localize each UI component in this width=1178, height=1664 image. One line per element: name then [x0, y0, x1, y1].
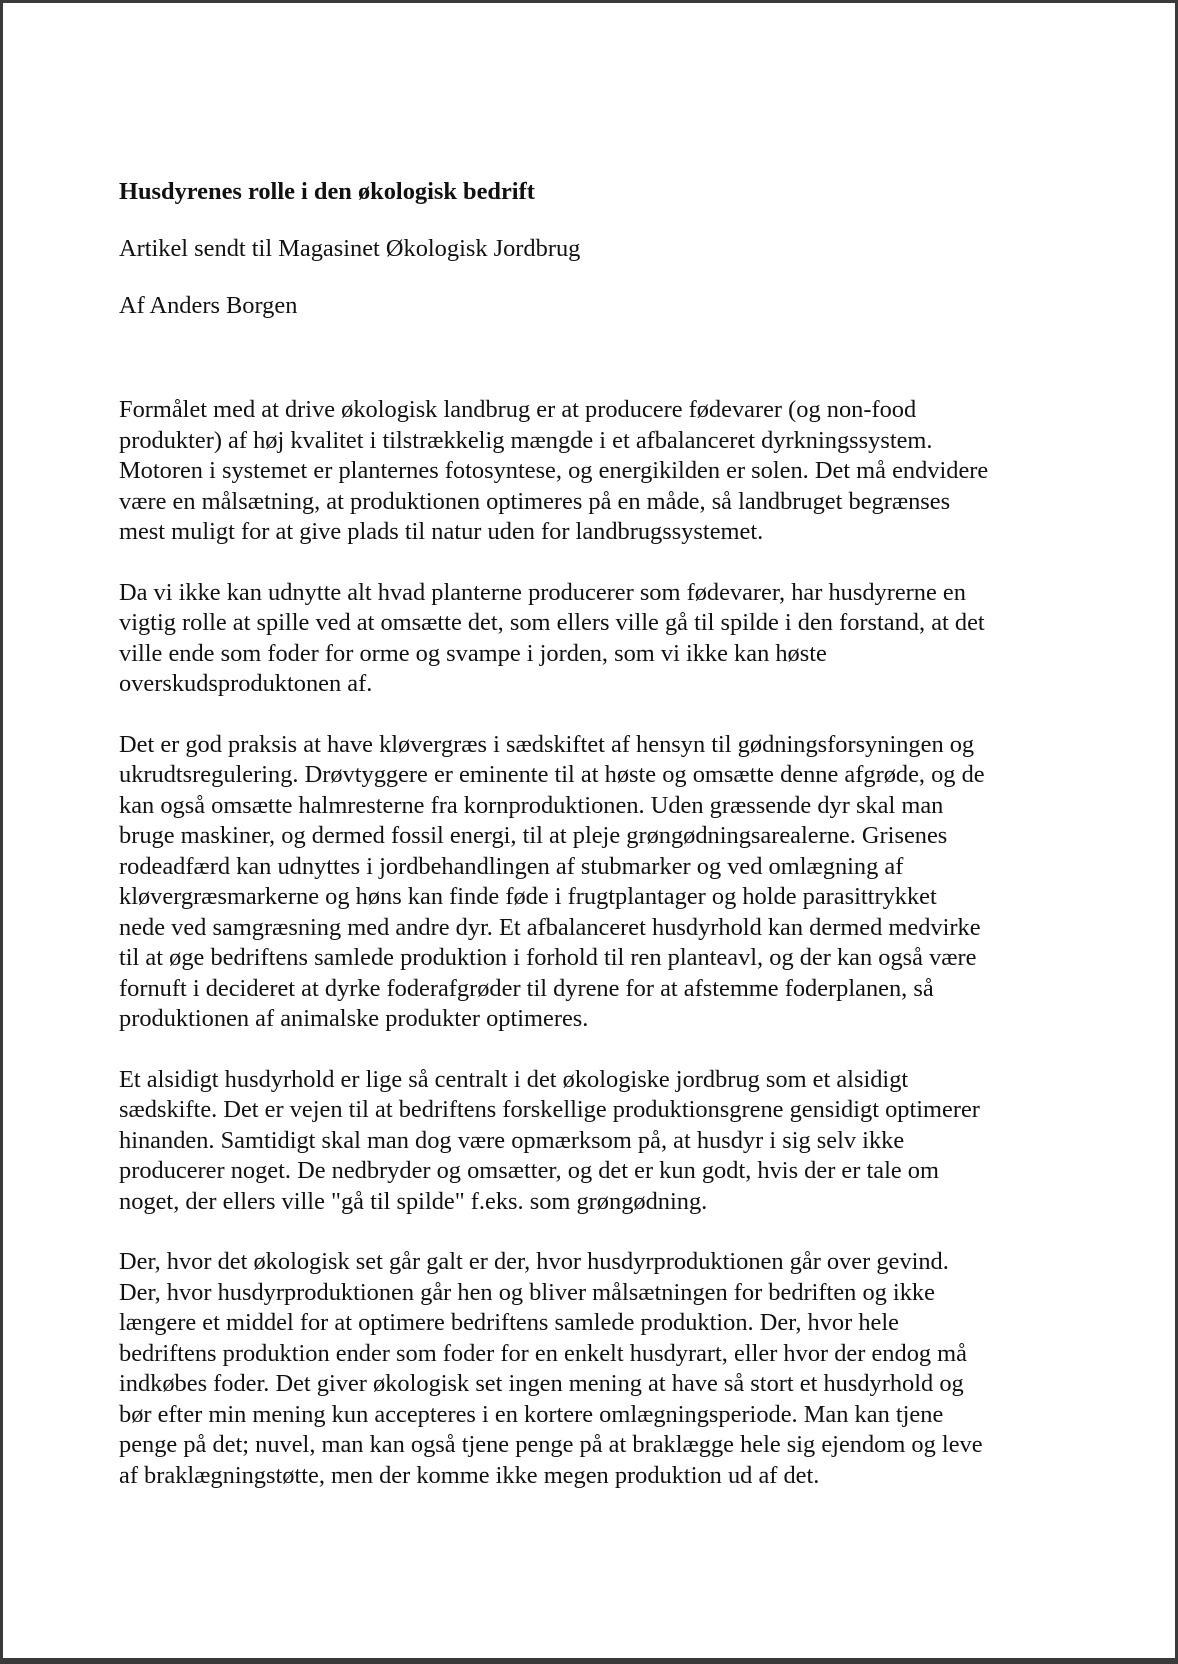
body-paragraph: Der, hvor det økologisk set går galt er der, hvor husdyrproduktionen går over gevind. Der, hvor husdyrproduktionen går hen og bliver målsætningen for bedriften og ikke længere et middel for at optimere bedriftens samlede produktion. Der, hvor hele bedriftens produktion ender som foder for en enkelt husdyrart, eller hvor der endog må indkøbes foder. Det giver økologisk set ingen mening at have så stort et husdyrhold og bør efter min mening kun accepteres i en kortere omlægningsperiode. Man kan tjene penge på det; nuvel, man kan også tjene penge på at braklægge hele sig ejendom og leve af braklægningstøtte, men der komme ikke megen produktion ud af det. [119, 1248, 983, 1489]
document-title: Husdyrenes rolle i den økologisk bedrift [119, 178, 535, 205]
document-content [119, 173, 1079, 1521]
body-paragraph: Da vi ikke kan udnytte alt hvad planterne producerer som fødevarer, har husdyrerne en vigtig rolle at spille ved at omsætte det, som ellers ville gå til spilde i den forstand, at det ville ende som foder for orme og svampe i jorden, som vi ikke kan høste overskudsproduktonen af. [119, 578, 985, 697]
body-paragraph: Det er god praksis at have kløvergræs i sædskiftet af hensyn til gødningsforsyningen og ukrudtsregulering. Drøvtyggere er eminente til at høste og omsætte denne afgrøde, og de kan også omsætte halmresterne fra kornproduktionen. Uden græssende dyr skal man bruge maskiner, og dermed fossil energi, til at pleje grøngødningsarealerne. Grisenes rodeadfærd kan udnyttes i jordbehandlingen af stubmarker og ved omlægning af kløvergræsmarkerne og høns kan finde føde i frugtplantager og holde parasittrykket nede ved samgræsning med andre dyr. Et afbalanceret husdyrhold kan dermed medvirke til at øge bedriftens samlede produktion i forhold til ren planteavl, og der kan også være fornuft i decideret at dyrke foderafgrøder til dyrene for at afstemme foderplanen, så produktionen af animalske produkter optimeres. [119, 730, 985, 1032]
body-paragraph: Formålet med at drive økologisk landbrug er at producere fødevarer (og non-food produkter) af høj kvalitet i tilstrækkelig mængde i et afbalanceret dyrkningssystem. Motoren i systemet er planternes fotosyntese, og energikilden er solen. Det må endvidere være en målsætning, at produktionen optimeres på en måde, så landbruget begrænses mest muligt for at give plads til natur uden for landbrugssystemet. [119, 396, 989, 545]
body-paragraph: Et alsidigt husdyrhold er lige så centralt i det økologiske jordbrug som et alsidigt sædskifte. Det er vejen til at bedriftens forskellige produktionsgrene gensidigt optimerer hinanden. Samtidigt skal man dog være opmærksom på, at husdyr i sig selv ikke producerer noget. De nedbryder og omsætter, og det er kun godt, hvis der er tale om noget, der ellers ville "gå til spilde" f.eks. som grøngødning. [119, 1065, 980, 1215]
document-body [119, 395, 1079, 1491]
document-author: Af Anders Borgen [119, 292, 298, 319]
document-subtitle: Artikel sendt til Magasinet Økologisk Jordbrug [119, 235, 581, 262]
